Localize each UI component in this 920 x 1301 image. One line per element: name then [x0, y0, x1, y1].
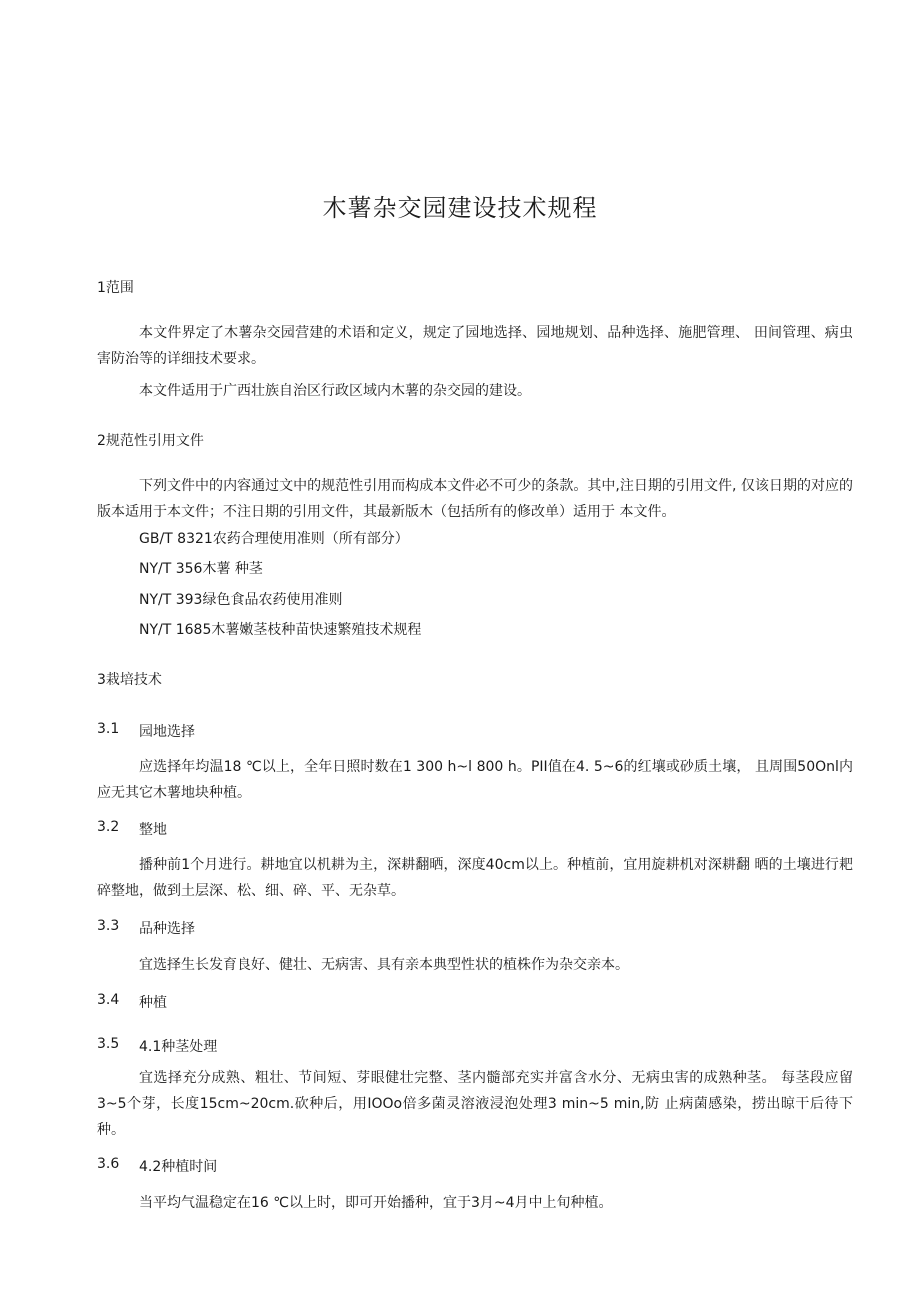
clause-number: 3.3 [97, 918, 120, 934]
clause-label: 品种选择 [139, 921, 195, 937]
clause-label: 种植 [139, 995, 167, 1011]
section-3-heading: 3栽培技术 [97, 672, 162, 688]
clause-number: 3.5 [97, 1036, 120, 1052]
section-1-paragraph-2: 本文件适用于广西壮族自治区行政区域内木薯的杂交园的建设。 [139, 383, 531, 399]
clause-label: 4.2种植时间 [139, 1159, 218, 1175]
section-2-heading: 2规范性引用文件 [97, 433, 204, 449]
clause-number: 3.1 [97, 721, 120, 737]
reference-item: NY/T 393绿色食品农药使用准则 [139, 592, 343, 608]
clause-text: 宜选择生长发育良好、健壮、无病害、具有亲本典型性状的植株作为杂交亲本。 [139, 957, 629, 973]
reference-item: NY/T 1685木薯嫩茎枝种苗快速繁殖技术规程 [139, 622, 422, 638]
reference-item: GB/T 8321农药合理使用准则（所有部分） [139, 531, 409, 547]
clause-text: 播种前1个月进行。耕地宜以机耕为主，深耕翻晒，深度40cm以上。种植前，宜用旋耕机对深耕翻 晒的土壤进行耙碎整地，做到土层深、松、细、碎、平、无杂草。 [97, 857, 853, 899]
clause-label: 4.1种茎处理 [139, 1039, 218, 1055]
clause-text: 当平均气温稳定在16 ℃以上时，即可开始播种，宜于3月~4月中上旬种植。 [139, 1195, 613, 1211]
reference-item: NY/T 356木薯 种茎 [139, 561, 263, 577]
section-2-paragraph-1: 下列文件中的内容通过文中的规范性引用而构成本文件必不可少的条款。其中,注日期的引用文件, 仅该日期的对应的版本适用于本文件；不注日期的引用文件，其最新版木（包括所有的修改单）适用于 本文件。 [97, 478, 853, 520]
clause-number: 3.6 [97, 1156, 120, 1172]
section-1-heading: 1范围 [97, 280, 134, 296]
document-title: 木薯杂交园建设技术规程 [322, 194, 598, 222]
clause-text: 宜选择充分成熟、粗壮、节间短、芽眼健壮完整、茎内髓部充实并富含水分、无病虫害的成熟种茎。 每茎段应留3~5个芽，长度15cm~20cm.砍种后，用IOOo倍多菌灵溶液浸泡处理3 min~5 min,防 止病菌感染，捞出晾干后待下种。 [97, 1070, 853, 1138]
section-1-paragraph-1: 本文件界定了木薯杂交园营建的术语和定义，规定了园地选择、园地规划、品种选择、施肥管理、 田间管理、病虫害防治等的详细技术要求。 [97, 325, 853, 367]
clause-text: 应选择年均温18 ℃以上，全年日照时数在1 300 h~l 800 h。PII值在4. 5~6的红壤或砂质土壤， 且周围50Onl内应无其它木薯地块种植。 [97, 759, 853, 801]
clause-number: 3.2 [97, 819, 120, 835]
clause-label: 整地 [139, 822, 167, 838]
clause-label: 园地选择 [139, 724, 195, 740]
clause-number: 3.4 [97, 992, 120, 1008]
